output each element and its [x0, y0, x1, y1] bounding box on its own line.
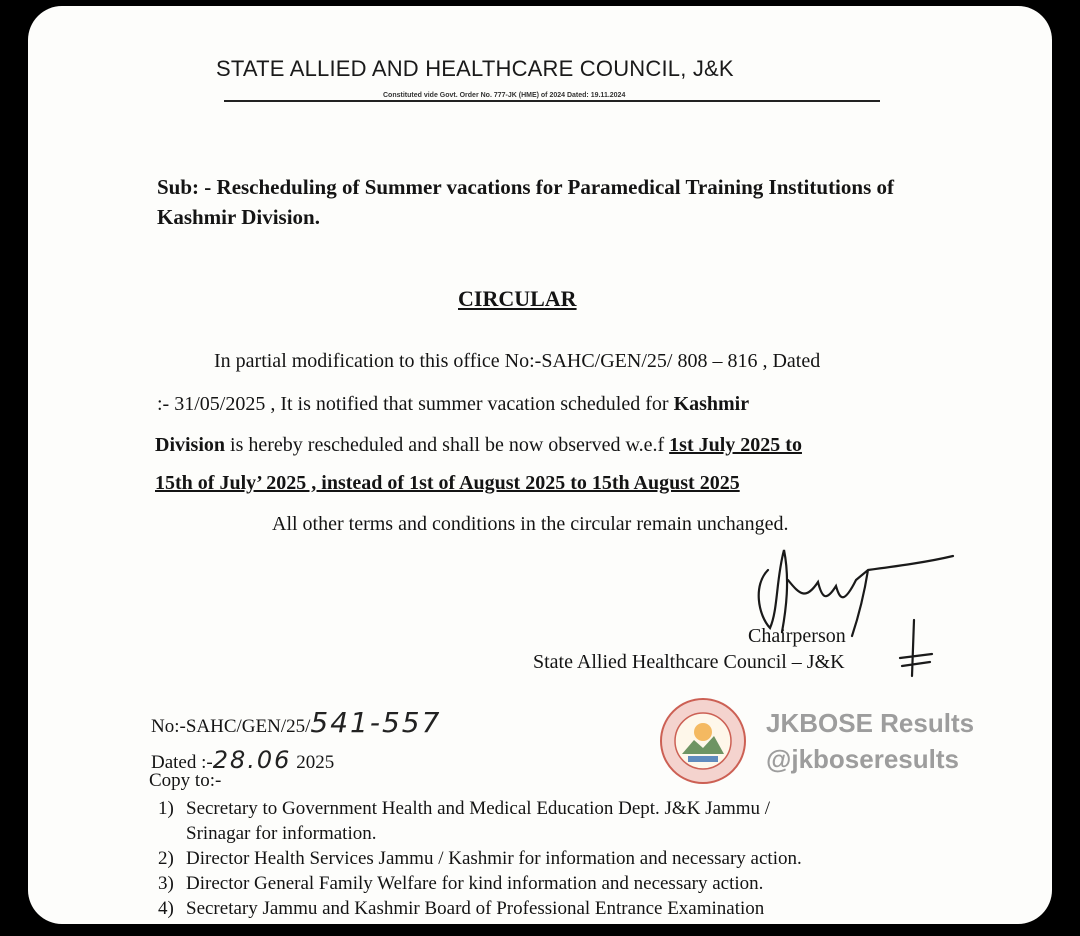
body-line-1: In partial modification to this office No:-SAHC/GEN/25/ 808 – 816 , Dated	[214, 350, 821, 372]
council-header-title: STATE ALLIED AND HEALTHCARE COUNCIL, J&K	[216, 56, 734, 81]
copy-to-item-text: Secretary to Government Health and Medical Education Dept. J&K Jammu /	[186, 798, 771, 819]
copy-to-label: Copy to:-	[149, 770, 222, 791]
closing-line: All other terms and conditions in the circular remain unchanged.	[272, 513, 789, 535]
reference-number-handwritten: 541-557	[310, 706, 442, 739]
copy-to-item	[158, 796, 918, 846]
copy-to-item-number: 4)	[158, 898, 174, 919]
body-line-2	[157, 393, 749, 416]
header-divider	[224, 100, 880, 102]
document-page	[28, 6, 1052, 924]
body-line-2-text: :- 31/05/2025 , It is notified that summer vacation scheduled for	[157, 393, 669, 415]
council-header-subtitle: Constituted vide Govt. Order No. 777-JK (HME) of 2024 Dated: 19.11.2024	[383, 92, 626, 99]
body-line-4-highlight: 15th of July’ 2025 , instead of 1st of August 2025 to 15th August 2025	[155, 472, 740, 494]
body-line-2-bold: Kashmir	[673, 393, 750, 415]
copy-to-item-text: Director Health Services Jammu / Kashmir for information and necessary action.	[186, 848, 802, 869]
circular-heading: CIRCULAR	[458, 286, 577, 311]
body-line-3-highlight: 1st July 2025 to	[669, 434, 802, 456]
watermark-line-2: @jkboseresults	[766, 744, 959, 774]
copy-to-item-text: Secretary Jammu and Kashmir Board of Professional Entrance Examination	[186, 898, 765, 919]
copy-to-item	[158, 896, 918, 921]
watermark	[658, 696, 974, 786]
body-line-3	[155, 434, 802, 457]
copy-to-item-number: 3)	[158, 873, 174, 894]
reference-date-handwritten: 28.06	[212, 746, 292, 774]
copy-to-item-continuation: Srinagar for information.	[186, 823, 377, 844]
jkbose-seal-icon	[658, 696, 748, 786]
reference-date-label: Dated :-	[151, 752, 213, 773]
signatory-designation: Chairperson	[748, 625, 846, 647]
subject-line: Sub: - Rescheduling of Summer vacations for Paramedical Training Institutions of Kashmir Division.	[157, 175, 894, 229]
watermark-text	[766, 705, 974, 777]
copy-to-item-text: Director General Family Welfare for kind information and necessary action.	[186, 873, 764, 894]
reference-date-year: 2025	[296, 752, 335, 773]
watermark-line-1: JKBOSE Results	[766, 708, 975, 738]
reference-number-label: No:-SAHC/GEN/25/	[151, 716, 311, 737]
copy-to-list	[158, 796, 918, 921]
copy-to-item	[158, 846, 918, 871]
reference-number	[151, 706, 441, 739]
initials-mark	[896, 618, 936, 678]
copy-to-item-number: 1)	[158, 798, 174, 819]
copy-to-item-number: 2)	[158, 848, 174, 869]
body-line-3-bold: Division	[155, 434, 226, 456]
copy-to-item	[158, 871, 918, 896]
body-line-3-text: is hereby rescheduled and shall be now observed w.e.f	[225, 434, 670, 456]
signatory-council: State Allied Healthcare Council – J&K	[533, 651, 845, 673]
